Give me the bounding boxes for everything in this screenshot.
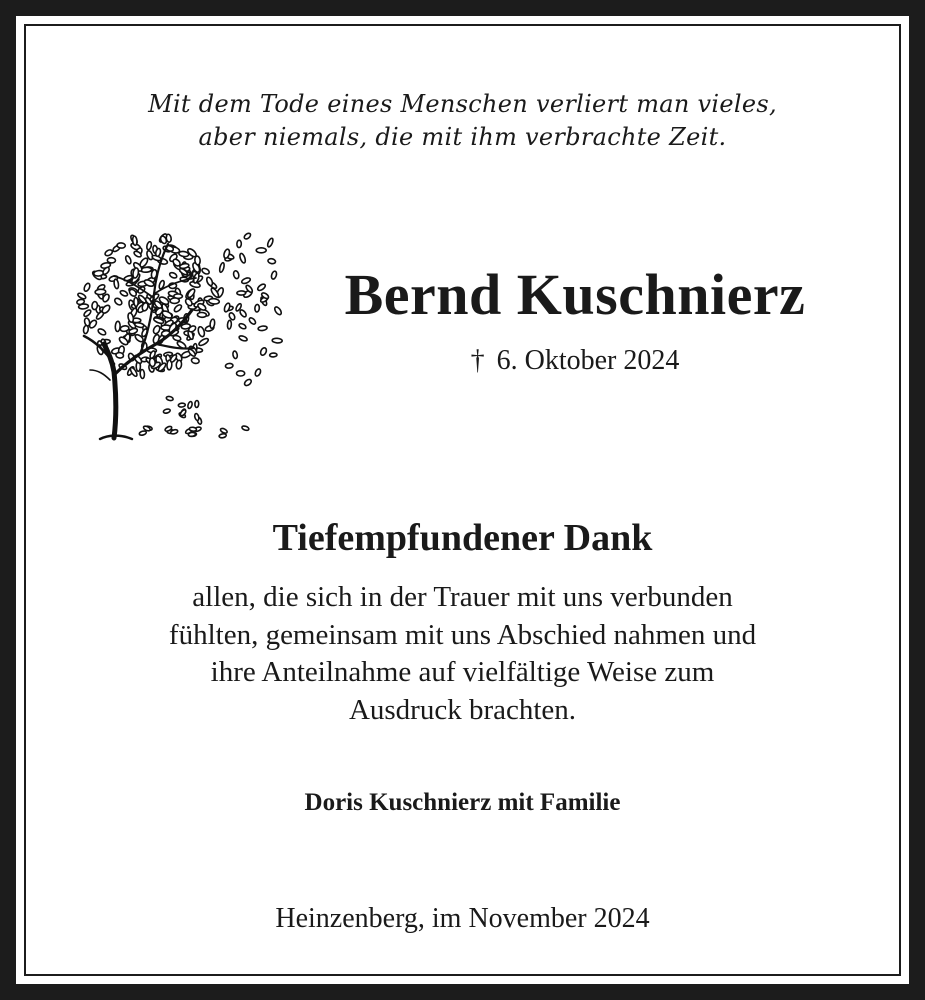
inner-frame-line [24, 24, 901, 976]
thanks-line: Ausdruck brachten. [348, 693, 577, 726]
thanks-line: ihre Anteilnahme auf vielfältige Weise zum [210, 656, 715, 688]
death-date-line [300, 344, 850, 378]
tree-in-wind-icon [70, 214, 288, 442]
thanks-line: allen, die sich in der Trauer mit uns verbunden [192, 581, 733, 613]
dagger-symbol: † [470, 345, 485, 376]
place-and-date: Heinzenberg, im November 2024 [275, 903, 650, 934]
deceased-name: Bernd Kuschnierz [344, 262, 806, 327]
family-signature: Doris Kuschnierz mit Familie [304, 789, 621, 816]
thanks-body [0, 579, 925, 729]
memorial-quote [0, 88, 925, 154]
thanks-heading: Tiefempfundener Dank [272, 517, 653, 559]
quote-line-2: aber niemals, die mit ihm verbrachte Zeit. [198, 123, 727, 151]
quote-line-1: Mit dem Tode eines Menschen verliert man vieles, [148, 90, 777, 118]
notice-panel [16, 16, 909, 984]
death-date: 6. Oktober 2024 [496, 345, 680, 376]
thanks-line: fühlten, gemeinsam mit uns Abschied nahmen und [168, 618, 757, 651]
